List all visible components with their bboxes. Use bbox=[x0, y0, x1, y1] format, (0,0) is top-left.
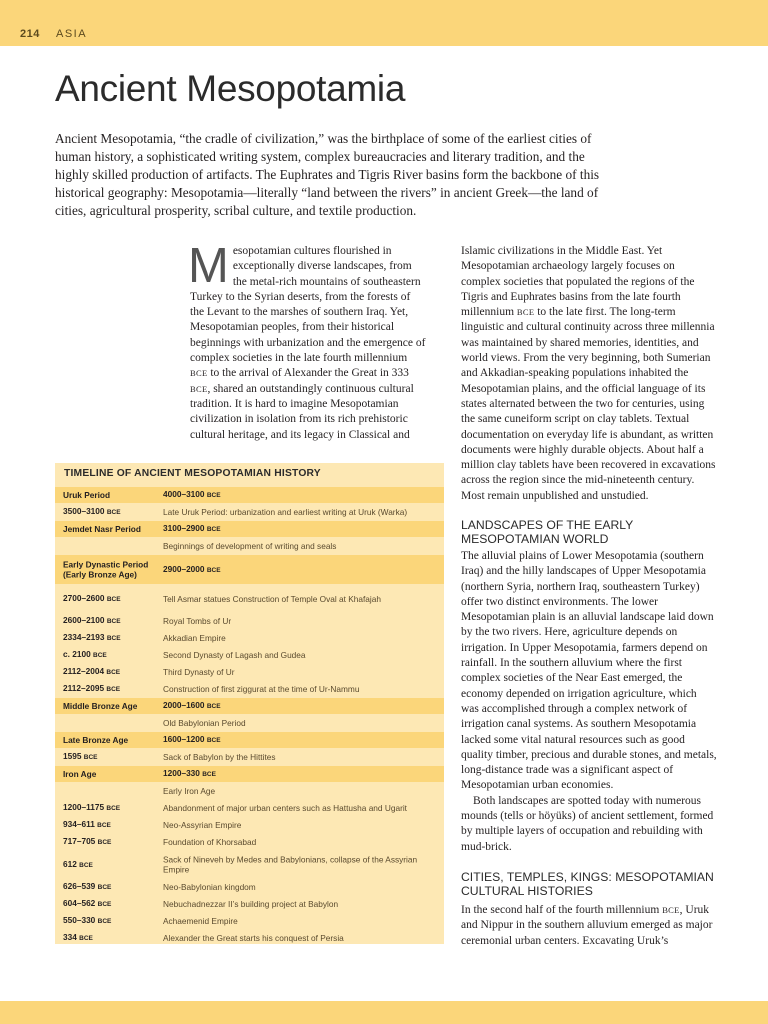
timeline-date: 626–539 BCE bbox=[63, 880, 112, 891]
timeline-date: Middle Bronze Age bbox=[63, 700, 138, 711]
timeline-event: Abandonment of major urban centers such as Hattusha and Ugarit bbox=[163, 802, 407, 813]
timeline-event: Old Babylonian Period bbox=[163, 717, 246, 728]
timeline-date: 3500–3100 BCE bbox=[63, 505, 121, 516]
section-label: ASIA bbox=[56, 28, 88, 40]
timeline-date: Early Dynastic Period (Early Bronze Age) bbox=[63, 559, 149, 580]
drop-cap: M bbox=[188, 239, 229, 293]
timeline-date: 2112–2004 BCE bbox=[63, 665, 121, 676]
timeline-date: 717–705 BCE bbox=[63, 835, 112, 846]
timeline-date: Late Bronze Age bbox=[63, 734, 129, 745]
timeline-row bbox=[55, 879, 444, 895]
timeline-event: Construction of first ziggurat at the time of Ur-Nammu bbox=[163, 683, 360, 694]
body-column-2-landscapes bbox=[461, 549, 717, 855]
body-text: The alluvial plains of Lower Mesopotamia (southern Iraq) and the hilly landscapes of Upper Mesopotamia (northern Syria, northern Iraq, southeastern Turkey) offer two distinct environments. The lower Mesopotamian plain is an alluvial landscape laid down by the two rivers. Here, agriculture depends on irrigation. In Upper Mesopotamia, farmers depend on rainfall. In the southern alluvium where the first complex societies of the Near East emerged, the economy depended on irrigation agriculture, which was accomplished through a complex network of irrigation canal systems. As southern Mesopotamia lacked some vital natural resources such as good quality timber, precious and durable stones, and metals, long-distance trade was a significant aspect of Mesopotamian urban economies. bbox=[461, 550, 717, 792]
timeline-date: 2334–2193 BCE bbox=[63, 631, 121, 642]
timeline-event: Sack of Nineveh by Medes and Babylonians, collapse of the Assyrian Empire bbox=[163, 854, 418, 875]
timeline-date: Jemdet Nasr Period bbox=[63, 523, 141, 534]
timeline-period-row bbox=[55, 521, 444, 537]
timeline-row bbox=[55, 800, 444, 816]
subheading-landscapes: LANDSCAPES OF THE EARLY MESOPOTAMIAN WORLD bbox=[461, 518, 634, 546]
timeline-date: 334 BCE bbox=[63, 931, 93, 942]
body-text: , Uruk and Nippur in the southern alluvium emerged as major ceremonial urban centers. Excavating Uruk’s bbox=[461, 904, 713, 947]
timeline-date: 1200–1175 BCE bbox=[63, 801, 121, 812]
timeline-event: 2000–1600 BCE bbox=[163, 699, 221, 710]
timeline-date: 1595 BCE bbox=[63, 750, 98, 761]
body-column-1 bbox=[188, 239, 426, 443]
page-title: Ancient Mesopotamia bbox=[55, 68, 406, 109]
timeline-event: Neo-Babylonian kingdom bbox=[163, 881, 256, 892]
timeline-event: Akkadian Empire bbox=[163, 632, 226, 643]
timeline-row bbox=[55, 681, 444, 697]
timeline-event: Beginnings of development of writing and seals bbox=[163, 540, 337, 551]
header-bar bbox=[0, 0, 768, 46]
body-text: Islamic civilizations in the Middle East. Yet Mesopotamian archaeology largely focuses on complex societies that populated the regions of the Tigris and Euphrates basins from the late fourth millennium bbox=[461, 245, 695, 319]
timeline-row bbox=[55, 504, 444, 520]
timeline-event: 1200–330 BCE bbox=[163, 767, 216, 778]
timeline-row bbox=[55, 715, 444, 731]
timeline-period-row bbox=[55, 555, 444, 584]
body-column-2 bbox=[461, 244, 717, 504]
intro-paragraph: Ancient Mesopotamia, “the cradle of civilization,” was the birthplace of some of the earliest cities of human history, a sophisticated writing system, complex bureaucracies and literary tradition, and the highly skilled production of artifacts. The Euphrates and Tigris River basins form the backbone of this historical geography: Mesopotamia—literally “land between the rivers” in ancient Greek—the land of cities, agricultural prosperity, scribal culture, and textile production. bbox=[55, 131, 600, 219]
page-number: 214 bbox=[20, 28, 40, 40]
body-text: In the second half of the fourth millennium bbox=[461, 904, 660, 916]
timeline-event: 2900–2000 BCE bbox=[163, 563, 221, 574]
timeline-row bbox=[55, 613, 444, 629]
body-text: Both landscapes are spotted today with numerous mounds (tells or höyüks) of ancient settlement, formed by multiple layers of occupation and rebuilding with mud-brick. bbox=[461, 794, 714, 853]
footer-bar bbox=[0, 1001, 768, 1024]
timeline-row bbox=[55, 783, 444, 799]
timeline-row bbox=[55, 930, 444, 946]
timeline-row bbox=[55, 913, 444, 929]
timeline-event: Royal Tombs of Ur bbox=[163, 615, 232, 626]
timeline-title: TIMELINE OF ANCIENT MESOPOTAMIAN HISTORY bbox=[64, 468, 321, 479]
era-abbrev: BCE bbox=[190, 368, 208, 379]
timeline-date: 612 BCE bbox=[63, 858, 93, 869]
timeline-row bbox=[55, 834, 444, 850]
timeline-period-row bbox=[55, 766, 444, 782]
timeline-event: Late Uruk Period: urbanization and earliest writing at Uruk (Warka) bbox=[163, 506, 408, 517]
timeline-event: Nebuchadnezzar II’s building project at Babylon bbox=[163, 898, 339, 909]
timeline-event: 1600–1200 BCE bbox=[163, 733, 221, 744]
body-text: , shared an outstandingly continuous cultural tradition. It is hard to imagine Mesopotamian civilization in isolation from its rich prehistoric cultural heritage, and its legacy in Classical and bbox=[190, 382, 414, 441]
timeline-row bbox=[55, 749, 444, 765]
timeline-date: Iron Age bbox=[63, 768, 97, 779]
era-abbrev: BCE bbox=[662, 905, 680, 915]
timeline-date: 604–562 BCE bbox=[63, 897, 112, 908]
timeline-date: c. 2100 BCE bbox=[63, 648, 107, 659]
subheading-cities: CITIES, TEMPLES, KINGS: MESOPOTAMIAN CULTURAL HISTORIES bbox=[461, 870, 714, 898]
timeline-date: 2600–2100 BCE bbox=[63, 614, 121, 625]
body-text: esopotamian cultures flourished in exceptionally diverse landscapes, from the metal-rich mountains of southeastern Turkey to the Syrian deserts, from the forests of the Levant to the marshes of southern Iraq. Yet, Mesopotamian peoples, from their historical beginnings with urbanization and the emergence of complex societies in the late fourth millennium bbox=[190, 245, 426, 365]
timeline-period-row bbox=[55, 487, 444, 503]
timeline-date: 2112–2095 BCE bbox=[63, 682, 121, 693]
timeline-row bbox=[55, 664, 444, 680]
timeline-row bbox=[55, 585, 444, 612]
timeline-event: Neo-Assyrian Empire bbox=[163, 819, 242, 830]
timeline-box bbox=[55, 463, 444, 944]
timeline-row bbox=[55, 647, 444, 663]
body-text: to the late first. The long-term linguistic and cultural continuity across three millennia was maintained by shared memories, identities, and world views. From the very beginning, both Sumerian and Akkadian-speaking populations inhabited the Mesopotamian plains, and the official language of its states alternated between the two for centuries, using the same cuneiform script on clay tablets. Textual documentation on everyday life is abundant, as written documents were highly durable objects. About half a million clay tablets have been recovered in excavations across the region since the mid-nineteenth century. Most remain unpublished and unstudied. bbox=[461, 306, 716, 502]
timeline-row bbox=[55, 851, 444, 878]
body-column-2-cities bbox=[461, 903, 717, 949]
timeline-event: Alexander the Great starts his conquest of Persia bbox=[163, 932, 344, 943]
era-abbrev: BCE bbox=[190, 383, 208, 394]
timeline-event: Second Dynasty of Lagash and Gudea bbox=[163, 649, 306, 660]
timeline-date: 2700–2600 BCE bbox=[63, 592, 121, 603]
timeline-event: Achaemenid Empire bbox=[163, 915, 238, 926]
timeline-period-row bbox=[55, 698, 444, 714]
timeline-date: 550–330 BCE bbox=[63, 914, 112, 925]
timeline-period-row bbox=[55, 732, 444, 748]
timeline-date: Uruk Period bbox=[63, 489, 111, 500]
timeline-event: Sack of Babylon by the Hittites bbox=[163, 751, 276, 762]
timeline-row bbox=[55, 896, 444, 912]
timeline-row bbox=[55, 630, 444, 646]
body-text: to the arrival of Alexander the Great in 333 bbox=[210, 367, 409, 380]
timeline-row bbox=[55, 538, 444, 554]
timeline-event: Early Iron Age bbox=[163, 785, 216, 796]
timeline-row bbox=[55, 817, 444, 833]
era-abbrev: BCE bbox=[516, 307, 535, 318]
timeline-event: Third Dynasty of Ur bbox=[163, 666, 235, 677]
timeline-event: 4000–3100 BCE bbox=[163, 488, 221, 499]
timeline-date: 934–611 BCE bbox=[63, 818, 111, 829]
timeline-event: Tell Asmar statues Construction of Temple Oval at Khafajah bbox=[163, 593, 381, 604]
timeline-event: Foundation of Khorsabad bbox=[163, 836, 257, 847]
timeline-event: 3100–2900 BCE bbox=[163, 522, 221, 533]
